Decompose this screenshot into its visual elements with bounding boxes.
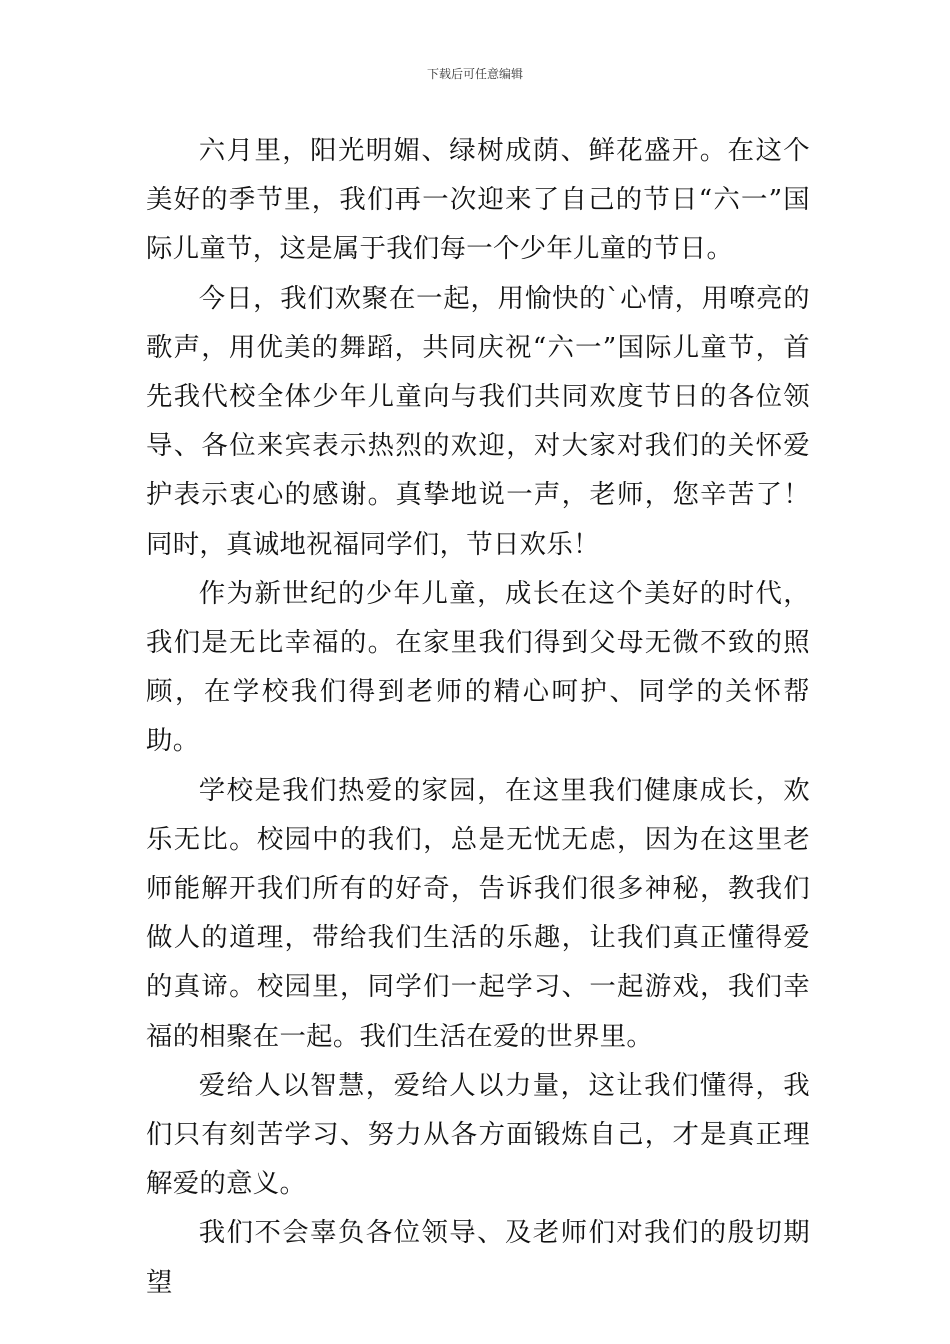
document-body [146,126,810,1307]
paragraph-3: 作为新世纪的少年儿童，成长在这个美好的时代，我们是无比幸福的。在家里我们得到父母无微不致的照顾，在学校我们得到老师的精心呵护、同学的关怀帮助。 [146,577,810,757]
paragraph-5: 爱给人以智慧，爱给人以力量，这让我们懂得，我们只有刻苦学习、努力从各方面锻炼自己，才是真正理解爱的意义。 [146,1069,810,1200]
paragraph-2: 今日，我们欢聚在一起，用愉快的`心情，用嘹亮的歌声，用优美的舞蹈，共同庆祝“六一”国际儿童节，首先我代校全体少年儿童向与我们共同欢度节日的各位领导、各位来宾表示热烈的欢迎，对大家对我们的关怀爱护表示衷心的感谢。真挚地说一声，老师，您辛苦了！同时，真诚地祝福同学们，节日欢乐！ [146,282,810,560]
paragraph-1: 六月里，阳光明媚、绿树成荫、鲜花盛开。在这个美好的季节里，我们再一次迎来了自己的节日“六一”国际儿童节，这是属于我们每一个少年儿童的节日。 [146,135,810,265]
paragraph-6: 我们不会辜负各位领导、及老师们对我们的殷切期望 [146,1217,810,1298]
paragraph-4: 学校是我们热爱的家园，在这里我们健康成长，欢乐无比。校园中的我们，总是无忧无虑，因为在这里老师能解开我们所有的好奇，告诉我们很多神秘，教我们做人的道理，带给我们生活的乐趣，让我们真正懂得爱的真谛。校园里，同学们一起学习、一起游戏，我们幸福的相聚在一起。我们生活在爱的世界里。 [146,774,810,1052]
page-header-note: 下载后可任意编辑 [426,67,523,81]
